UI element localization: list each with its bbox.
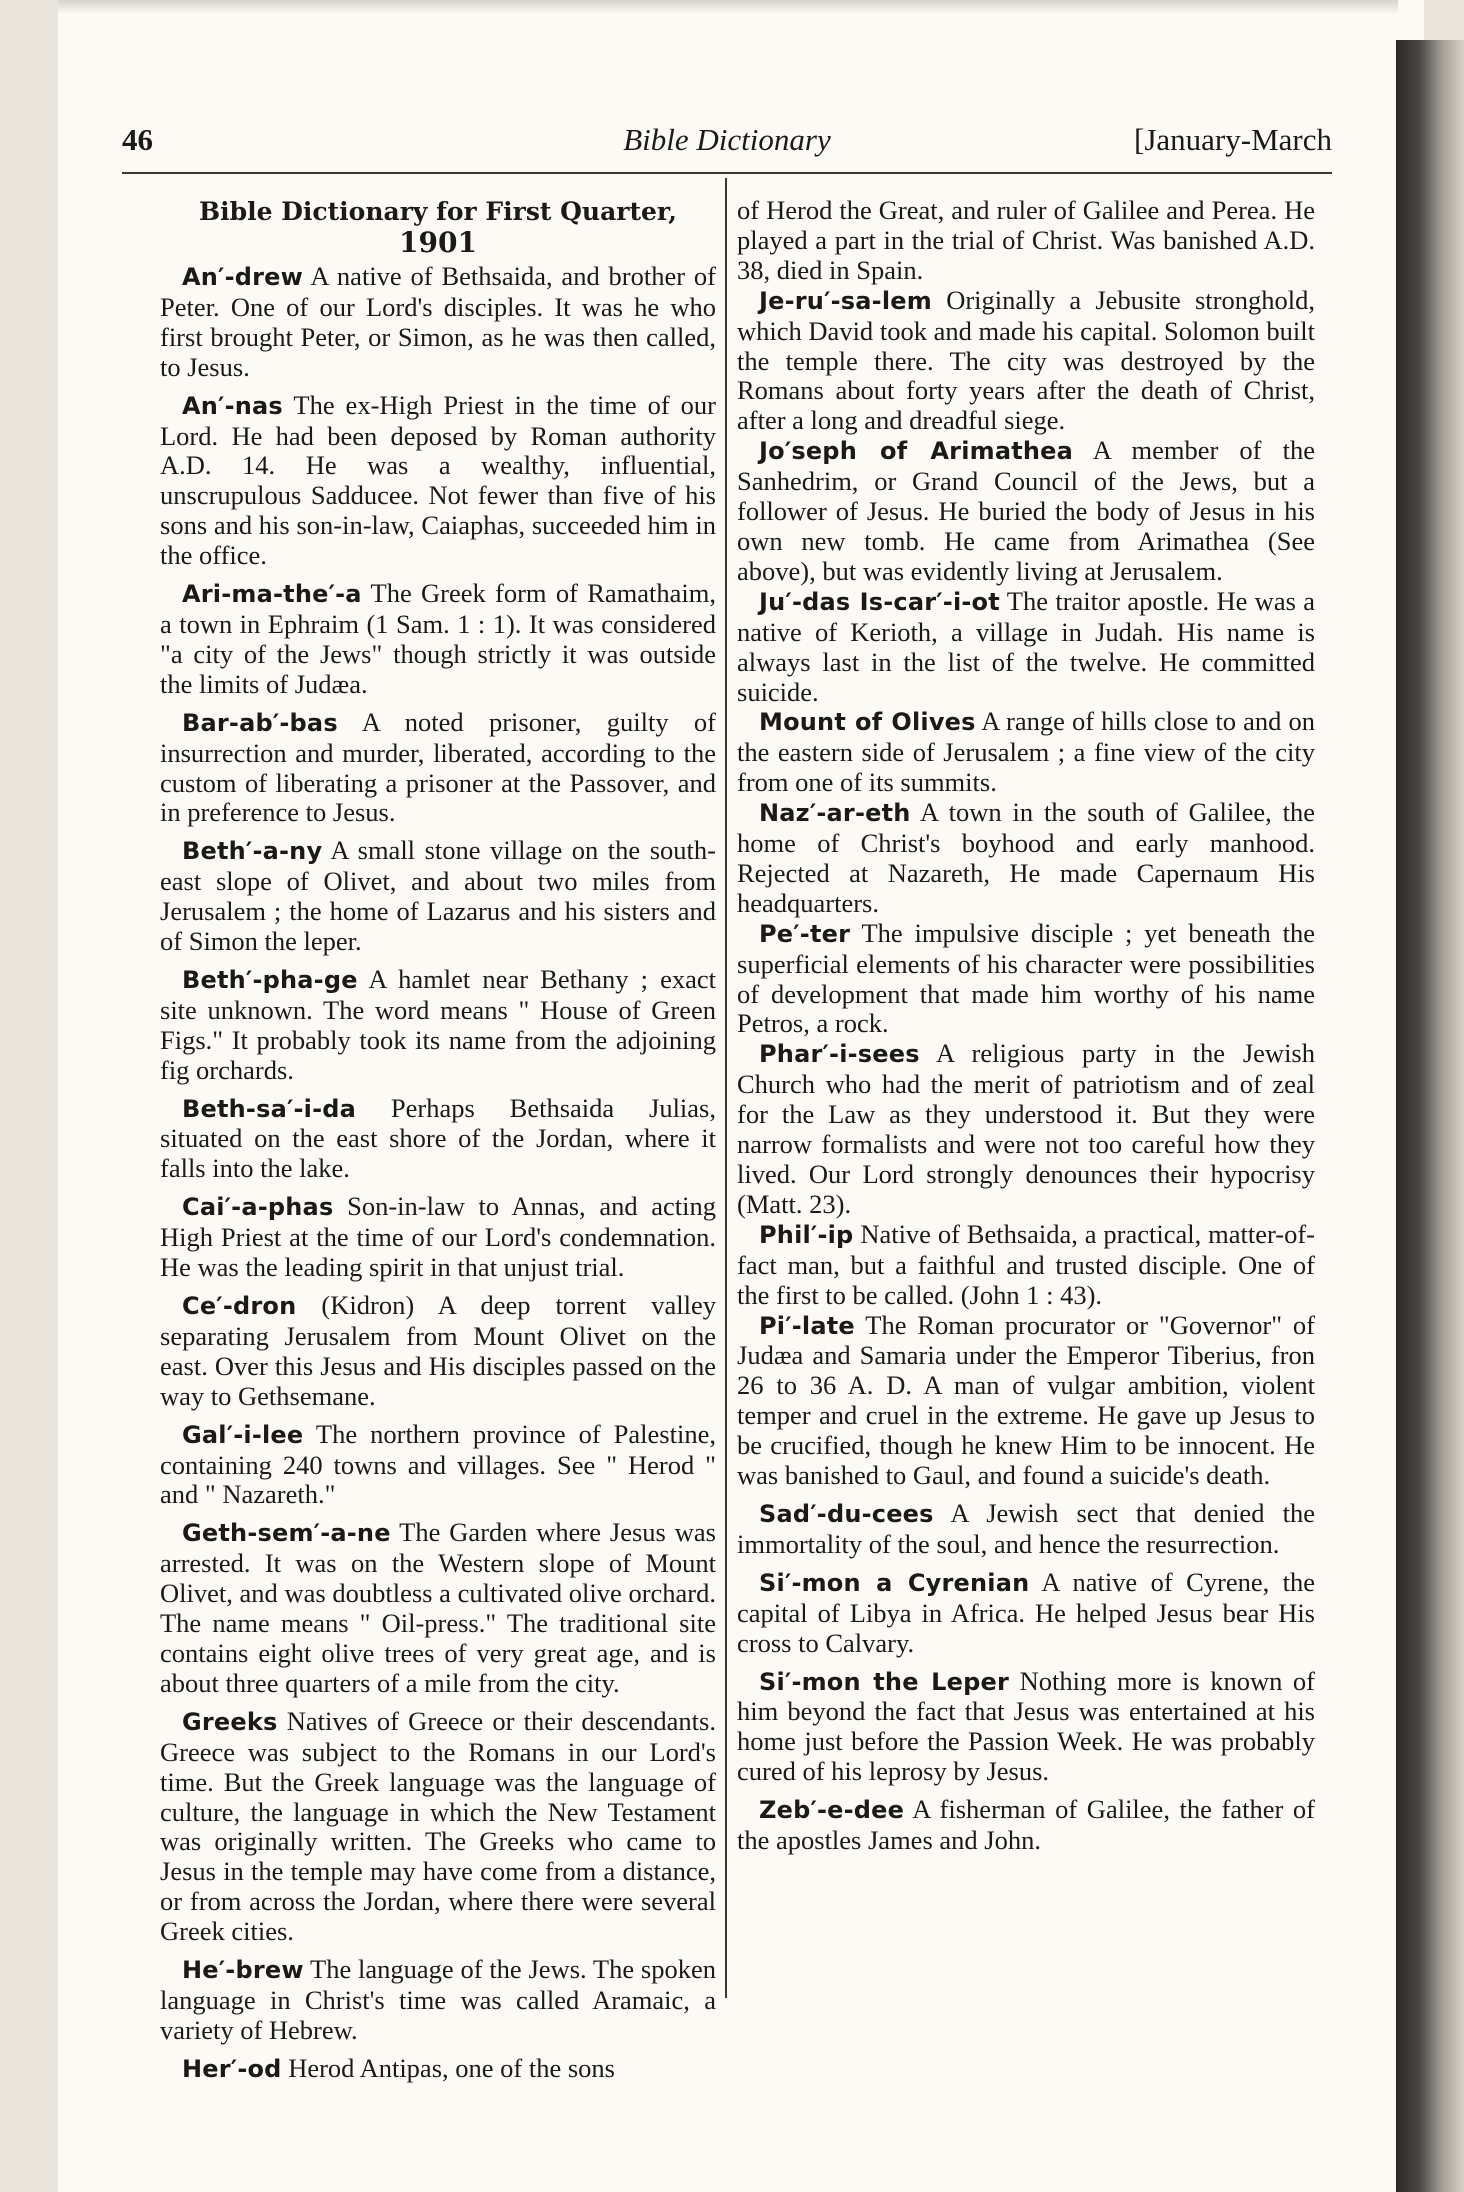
dictionary-entry (737, 1568, 1315, 1659)
entry-definition: A native of Cyrene, the capital of Libya in Africa. He helped Jesus bear His cross to Calvary. (737, 1566, 1316, 1658)
dictionary-entry (737, 1311, 1315, 1491)
entry-headword: Pi′-late (759, 1311, 855, 1340)
dictionary-entry (160, 2054, 716, 2085)
entry-definition: (Kidron) A deep torrent valley separating Jerusalem from Mount Olivet on the east. Over this Jesus and His disciples passed on the way to Gethsemane. (160, 1290, 716, 1411)
entry-headword: Ju′-das Is-car′-i-ot (759, 587, 1000, 616)
section-label: [January-March (1134, 122, 1332, 157)
entry-headword: Ari-ma-the′-a (182, 580, 362, 609)
column-divider (725, 178, 727, 1998)
entry-headword: Si′-mon a Cyrenian (759, 1568, 1030, 1597)
page-number: 46 (122, 122, 153, 157)
entry-definition: Originally a Jebusite stronghold, which David took and made his capital. Solomon built the temple there. The city was destroyed by the Romans about forty years after the death of Christ, after a long and dreadful siege. (737, 284, 1315, 436)
dictionary-entry (160, 836, 716, 957)
entry-definition: Herod Antipas, one of the sons (281, 2052, 615, 2083)
dictionary-entry (737, 1220, 1315, 1311)
dictionary-entry (737, 919, 1315, 1040)
entry-definition: The ex-High Priest in the time of our Lord. He had been deposed by Roman authority A.D. 14. He was a wealthy, influential, unscrupulous Sadducee. Not fewer than five of his sons and his son-in-law, Caiaphas, succeeded him in the office. (160, 389, 716, 571)
article-title-text: Bible Dictionary for First Quarter, (199, 197, 677, 226)
entry-headword: Beth′-a-ny (182, 837, 323, 866)
article-year: 1901 (399, 226, 477, 259)
entry-definition: A member of the Sanhedrim, or Grand Council of the Jews, but a follower of Jesus. He buried the body of Jesus in his own new tomb. He came from Arimathea (See above), but was evidently living at Jerusalem. (737, 435, 1315, 586)
entry-definition: Perhaps Bethsaida Julias, situated on the east shore of the Jordan, where it falls into the lake. (160, 1092, 716, 1184)
running-title: Bible Dictionary (623, 122, 831, 157)
entry-definition: The impulsive disciple ; yet beneath the superficial elements of his character were possibilities of development that made him worthy of his name Petros, a rock. (737, 917, 1315, 1039)
dictionary-entry (737, 1795, 1315, 1856)
entry-headword: Je-ru′-sa-lem (759, 286, 932, 315)
entry-definition: Native of Bethsaida, a practical, matter-of-fact man, but a faithful and trusted disciple. One of the first to be called. (John 1 : 43). (737, 1218, 1315, 1310)
entry-definition: A hamlet near Bethany ; exact site unknown. The word means " House of Green Figs." It probably took its name from the adjoining fig orchards. (160, 963, 716, 1085)
entry-headword: Si′-mon the Leper (759, 1667, 1010, 1696)
dictionary-entry (160, 1192, 716, 1283)
entry-headword: Beth-sa′-i-da (182, 1094, 357, 1123)
dictionary-entry (160, 708, 716, 829)
right-entries (737, 286, 1315, 1856)
entry-headword: Bar-ab′-bas (182, 708, 338, 737)
header-rule (122, 172, 1332, 174)
entry-definition: Son-in-law to Annas, and acting High Priest at the time of our Lord's condemnation. He was the leading spirit in that unjust trial. (160, 1191, 716, 1283)
entry-headword: Ce′-dron (182, 1292, 297, 1320)
entry-headword: Zeb′-e-dee (759, 1796, 905, 1825)
left-entries (160, 262, 716, 2085)
page-top-shadow (58, 0, 1398, 14)
entry-definition: The language of the Jews. The spoken language in Christ's time was called Aramaic, a variety of Hebrew. (160, 1954, 716, 2045)
dictionary-entry (160, 965, 716, 1086)
entry-headword: Gal′-i-lee (182, 1420, 304, 1449)
dictionary-entry (737, 1039, 1315, 1219)
dictionary-entry (737, 798, 1315, 919)
entry-headword: Beth′-pha-ge (182, 965, 358, 994)
entry-definition: The Roman procurator or "Governor" of Judæa and Samaria under the Emperor Tiberius, fron 26 to 36 A. D. A man of vulgar ambition, violent temper and cruel in the extreme. He gave up Jesus to be crucified, though he knew Him to be innocent. He was banished to Gaul, and found a suicide's death. (737, 1309, 1315, 1491)
dictionary-entry (160, 391, 716, 571)
dictionary-entry (160, 1707, 716, 1947)
entry-definition: A native of Bethsaida, and brother of Peter. One of our Lord's disciples. It was he who first brought Peter, or Simon, as he was then called, to Jesus. (160, 261, 716, 382)
dictionary-entry (737, 1667, 1315, 1788)
dictionary-entry (737, 587, 1315, 708)
dictionary-entry (737, 1499, 1315, 1560)
entry-definition: A religious party in the Jewish Church who had the merit of patriotism and of zeal for the Law as they understood it. But they were narrow formalists and were not too careful how they lived. Our Lord strongly denounces their hypocrisy (Matt. 23). (737, 1038, 1315, 1219)
left-column (160, 196, 716, 2085)
entry-headword: He′-brew (182, 1956, 304, 1985)
entry-definition: The Garden where Jesus was arrested. It was on the Western slope of Mount Olivet, and was doubtless a cultivated olive orchard. The name means " Oil-press." The traditional site contains eight olive trees of very great age, and is about three quarters of a mile from the city. (160, 1517, 716, 1698)
entry-definition: Natives of Greece or their descendants. Greece was subject to the Romans in our Lord's time. But the Greek language was the language of culture, the language in which the New Testament was originally written. The Greeks who came to Jesus in the temple may have come from a distance, or from across the Jordan, where there were several Greek cities. (160, 1705, 716, 1947)
entry-definition: A noted prisoner, guilty of insurrection and murder, liberated, according to the custom of liberating a prisoner at the Passover, and in preference to Jesus. (160, 706, 716, 828)
entry-definition: A small stone village on the south-east slope of Olivet, and about two miles from Jerusalem ; the home of Lazarus and his sisters and of Simon the leper. (160, 835, 716, 957)
continuation-text: of Herod the Great, and ruler of Galilee and Perea. He played a part in the trial of Christ. Was banished A.D. 38, died in Spain. (737, 195, 1315, 285)
entry-headword: An′-nas (182, 391, 283, 420)
entry-definition: A fisherman of Galilee, the father of the apostles James and John. (737, 1794, 1315, 1856)
entry-headword: An′-drew (182, 263, 304, 291)
right-column (737, 196, 1315, 1856)
entry-headword: Sad′-du-cees (759, 1499, 934, 1528)
entry-definition: The traitor apostle. He was a native of Kerioth, a village in Judah. His name is always last in the list of the twelve. He committed suicide. (737, 585, 1316, 707)
dictionary-entry (737, 286, 1315, 437)
entry-headword: Jo′seph of Arimathea (759, 437, 1074, 466)
entry-headword: Naz′-ar-eth (759, 799, 911, 828)
dictionary-entry (737, 436, 1315, 587)
article-title (160, 196, 716, 258)
dictionary-entry (737, 707, 1315, 798)
entry-headword: Her′-od (182, 2054, 282, 2083)
entry-definition: Nothing more is known of him beyond the fact that Jesus was entertained at his home just before the Passion Week. He was probably cured of his leprosy by Jesus. (737, 1665, 1315, 1787)
dictionary-entry (160, 1291, 716, 1412)
entry-headword: Phil′-ip (759, 1220, 854, 1249)
dictionary-entry (160, 262, 716, 383)
entry-headword: Pe′-ter (759, 919, 851, 948)
entry-definition: The Greek form of Ramathaim, a town in Ephraim (1 Sam. 1 : 1). It was considered "a city of the Jews" though strictly it was outside the limits of Judæa. (160, 578, 716, 699)
entry-headword: Greeks (182, 1707, 278, 1736)
entry-headword: Mount of Olives (759, 708, 976, 737)
entry-headword: Phar′-i-sees (759, 1040, 920, 1069)
dictionary-entry (160, 579, 716, 700)
entry-definition: The northern province of Palestine, containing 240 towns and villages. See " Herod " and " Nazareth." (160, 1418, 716, 1510)
dictionary-entry (160, 1955, 716, 2046)
entry-headword: Cai′-a-phas (182, 1193, 334, 1222)
running-header (122, 122, 1332, 166)
entry-definition: A town in the south of Galilee, the home of Christ's boyhood and early manhood. Rejected at Nazareth, He made Capernaum His headquarters. (737, 797, 1315, 918)
page-binding-edge (1396, 40, 1464, 2192)
dictionary-entry (160, 1420, 716, 1511)
dictionary-entry (160, 1518, 716, 1698)
entry-definition: A Jewish sect that denied the immortality of the soul, and hence the resurrection. (737, 1497, 1315, 1559)
dictionary-entry (160, 1094, 716, 1185)
entry-definition: A range of hills close to and on the eastern side of Jerusalem ; a fine view of the city from one of its summits. (737, 706, 1315, 798)
entry-headword: Geth-sem′-a-ne (182, 1519, 391, 1548)
